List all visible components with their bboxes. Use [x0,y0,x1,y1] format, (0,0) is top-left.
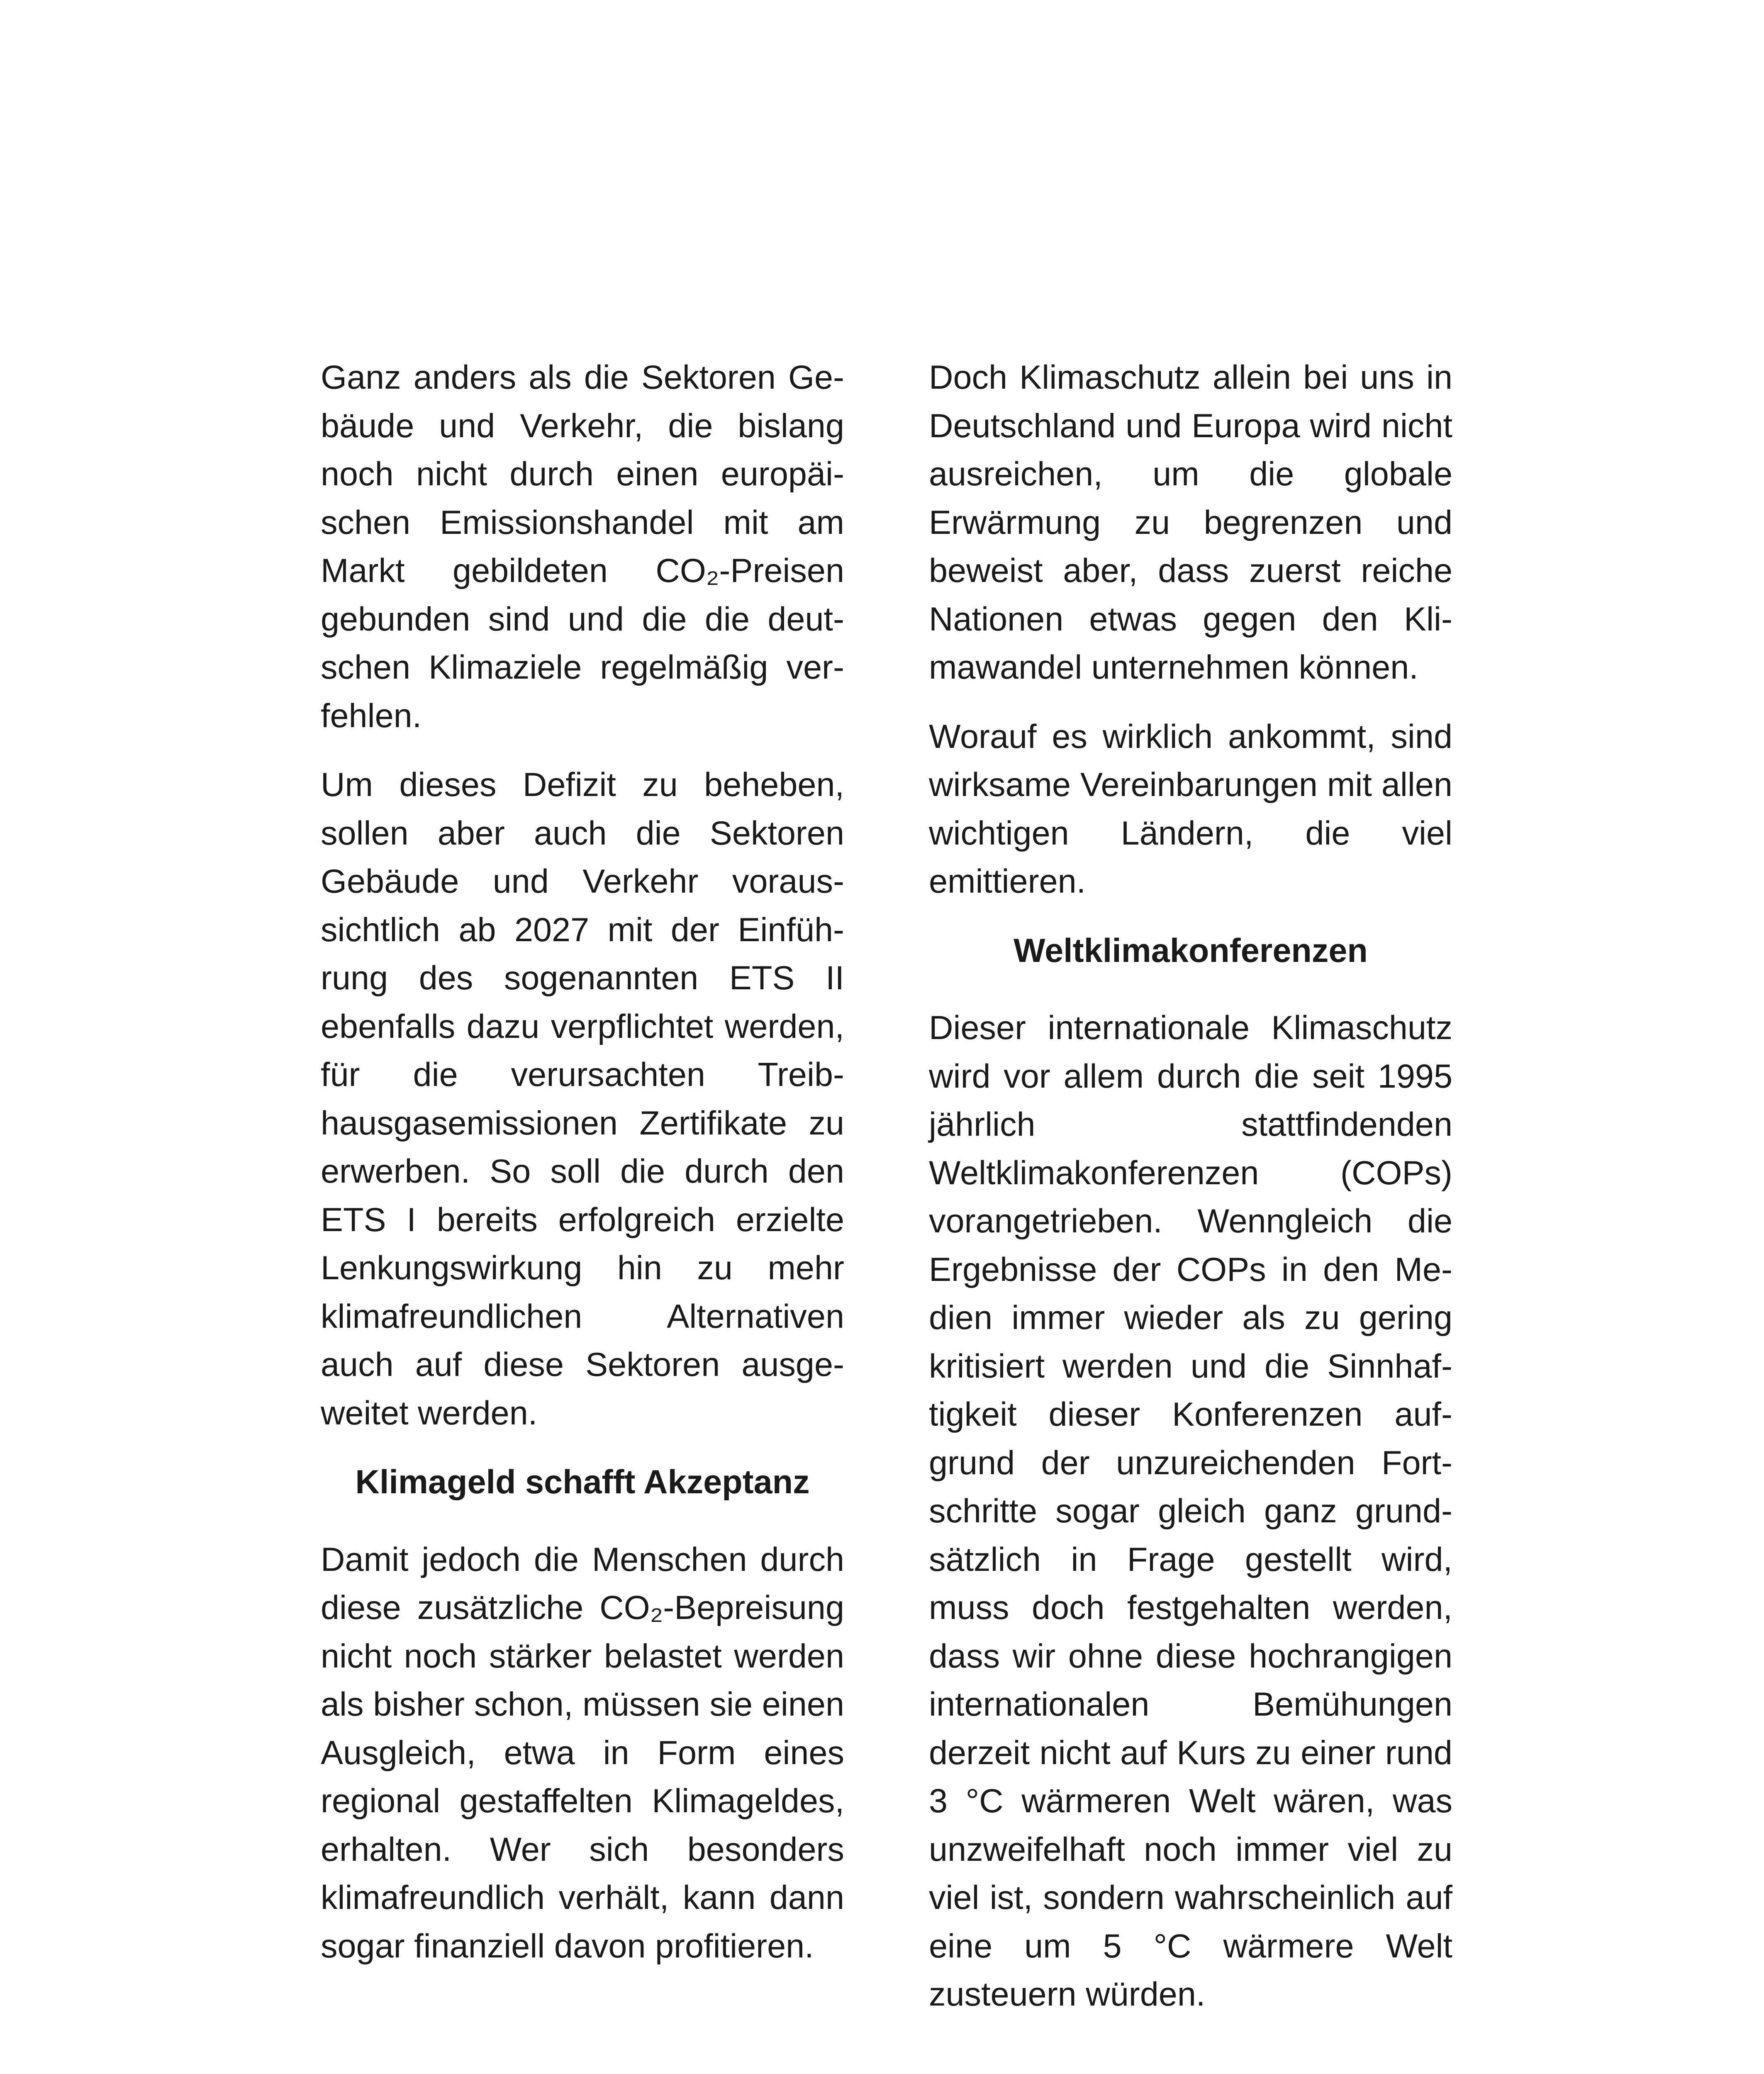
paragraph: Worauf es wirklich ankommt, sind wirksame Vereinbarungen mit allen wichtigen Ländern, die viel emittieren. [929,718,1452,900]
section-heading: Weltklimakonferenzen [1014,932,1368,969]
section-heading: Klimageld schafft Akzeptanz [355,1463,810,1501]
right-column [929,353,1452,2040]
paragraph: Ganz anders als die Sektoren Gebäude und Verkehr, die bislang noch nicht durch einen europäischen Emissionshandel mit am Markt gebildeten CO₂-Preisen gebunden sind und die die deutschen Klimaziele regelmäßig verfehlen. [321,359,844,735]
left-column [321,353,844,1991]
paragraph: Dieser internationale Klimaschutz wird vor allem durch die seit 1995 jährlich stattfindenden Weltklimakonferenzen (COPs) vorangetrieben. Wenngleich die Ergebnisse der COPs in den Medien immer wieder als zu gering kritisiert werden und die Sinnhaftigkeit dieser Konferenzen aufgrund der unzureichenden Fortschritte sogar gleich ganz grundsätzlich in Frage gestellt wird, muss doch festgehalten werden, dass wir ohne diese hochrangigen internationalen Bemühungen derzeit nicht auf Kurs zu einer rund 3 °C wärmeren Welt wären, was unzweifelhaft noch immer viel zu viel ist, sondern wahrscheinlich auf eine um 5 °C wärmere Welt zusteuern würden. [929,1009,1452,2013]
paragraph: Damit jedoch die Menschen durch diese zusätzliche CO₂-Bepreisung nicht noch stärker belastet werden als bisher schon, müssen sie einen Ausgleich, etwa in Form eines regional gestaffelten Klimageldes, erhalten. Wer sich besonders klimafreundlich verhält, kann dann sogar finanziell davon profitieren. [321,1541,844,1965]
paragraph: Um dieses Defizit zu beheben, sollen aber auch die Sektoren Gebäude und Verkehr voraussichtlich ab 2027 mit der Einführung des sogenannten ETS II ebenfalls dazu verpflichtet werden, für die verursachten Treibhausgasemissionen Zertifikate zu erwerben. So soll die durch den ETS I bereits erfolgreich erzielte Lenkungswirkung hin zu mehr klimafreundlichen Alternativen auch auf diese Sektoren ausgeweitet werden. [321,766,844,1432]
paragraph: Doch Klimaschutz allein bei uns in Deutschland und Europa wird nicht ausreichen, um die globale Erwärmung zu begrenzen und beweist aber, dass zuerst reiche Nationen etwas gegen den Klimawandel unternehmen können. [929,359,1452,686]
